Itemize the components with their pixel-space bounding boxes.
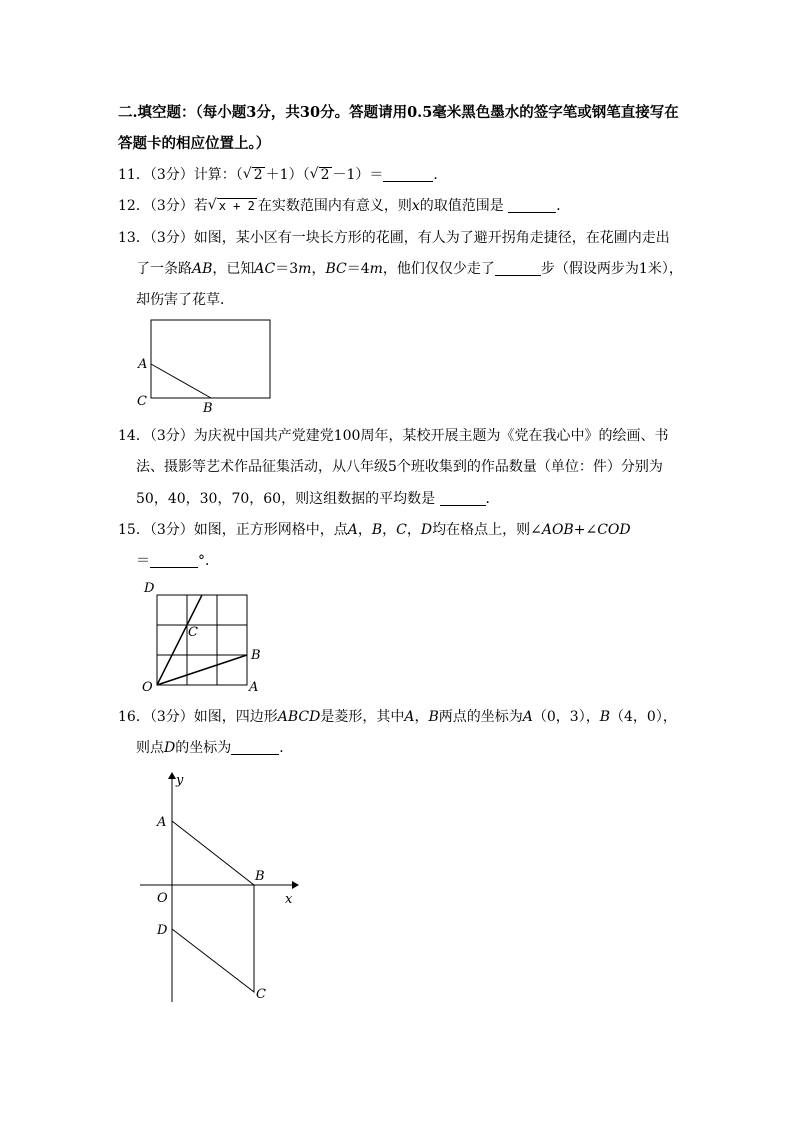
question-15-line2: ＝ °． bbox=[136, 553, 219, 569]
q12-prefix: 12．（3分）若 bbox=[118, 198, 208, 214]
label-x: x bbox=[285, 892, 293, 907]
section-heading-line2: 答题卡的相应位置上。） bbox=[118, 135, 271, 152]
sqrt-2-b: √ 2 bbox=[310, 166, 332, 184]
question-14-line3: 50，40，30，70，60，则这组数据的平均数是 ． bbox=[136, 491, 500, 507]
question-11 bbox=[118, 166, 447, 184]
answer-blank-16[interactable] bbox=[231, 740, 279, 755]
label-B: B bbox=[255, 869, 265, 884]
question-14-line1: 14．（3分）为庆祝中国共产党建党100周年，某校开展主题为《党在我心中》的绘画、书 bbox=[118, 428, 669, 444]
question-16-line2: 则点D的坐标为 ． bbox=[136, 740, 294, 756]
answer-blank-14[interactable] bbox=[440, 491, 486, 506]
question-13-line1: 13．（3分）如图，某小区有一块长方形的花圃，有人为了避开拐角走捷径，在花圃内走出 bbox=[118, 230, 670, 246]
label-D: D bbox=[144, 581, 155, 596]
q11-prefix: 11．（3分）计算：（ bbox=[118, 167, 243, 183]
label-B: B bbox=[251, 648, 261, 663]
answer-blank-11[interactable] bbox=[383, 167, 433, 182]
figure-15-grid bbox=[138, 578, 268, 694]
sqrt-2-a: √ 2 bbox=[243, 166, 265, 184]
section-heading-line1: 二.填空题：（每小题3分，共30分。答题请用0.5毫米黑色墨水的签字笔或钢笔直接写在 bbox=[118, 104, 679, 121]
q12-var: x bbox=[411, 198, 420, 214]
q12-mid: 在实数范围内有意义，则 bbox=[257, 198, 412, 214]
figure-13-garden bbox=[130, 310, 290, 420]
q11-mid1: ＋1）（ bbox=[265, 167, 310, 183]
answer-blank-13[interactable] bbox=[495, 261, 541, 276]
question-13-line3: 却伤害了花草． bbox=[136, 292, 234, 308]
q11-end: ． bbox=[433, 167, 448, 183]
label-O: O bbox=[157, 891, 168, 906]
question-14-line2: 法、摄影等艺术作品征集活动，从八年级5个班收集到的作品数量（单位：件）分别为 bbox=[136, 459, 663, 475]
label-D: D bbox=[157, 923, 168, 938]
sqrt-x-plus-2: √ x + 2 bbox=[208, 197, 257, 215]
label-y: y bbox=[176, 773, 184, 788]
question-12 bbox=[118, 197, 570, 215]
label-C: C bbox=[137, 394, 147, 409]
label-B: B bbox=[203, 401, 213, 416]
figure-16-rhombus bbox=[130, 765, 310, 1010]
q11-mid2: －1）＝ bbox=[332, 167, 384, 183]
answer-blank-12[interactable] bbox=[508, 198, 556, 213]
q12-end: ． bbox=[556, 198, 571, 214]
answer-blank-15[interactable] bbox=[150, 553, 198, 568]
q12-suffix: 的取值范围是 bbox=[419, 198, 509, 214]
label-A: A bbox=[249, 680, 259, 695]
label-A: A bbox=[157, 815, 167, 830]
label-A: A bbox=[138, 357, 148, 372]
label-C: C bbox=[256, 987, 266, 1002]
rhombus-abcd bbox=[172, 821, 254, 992]
label-O: O bbox=[142, 680, 153, 695]
question-13-line2: 了一条路AB，已知AC＝3m，BC＝4m，他们仅仅少走了 步（假设两步为1米）， bbox=[136, 261, 683, 277]
label-C: C bbox=[188, 625, 198, 640]
square-grid bbox=[157, 595, 247, 685]
question-15-line1: 15．（3分）如图，正方形网格中，点A，B，C，D均在格点上，则∠AOB+∠COD bbox=[118, 522, 631, 538]
question-16-line1: 16．（3分）如图，四边形ABCD是菱形，其中A，B两点的坐标为A（0，3），B（4，0）， bbox=[118, 709, 677, 725]
path-ab bbox=[151, 364, 211, 398]
garden-rectangle bbox=[151, 320, 270, 398]
